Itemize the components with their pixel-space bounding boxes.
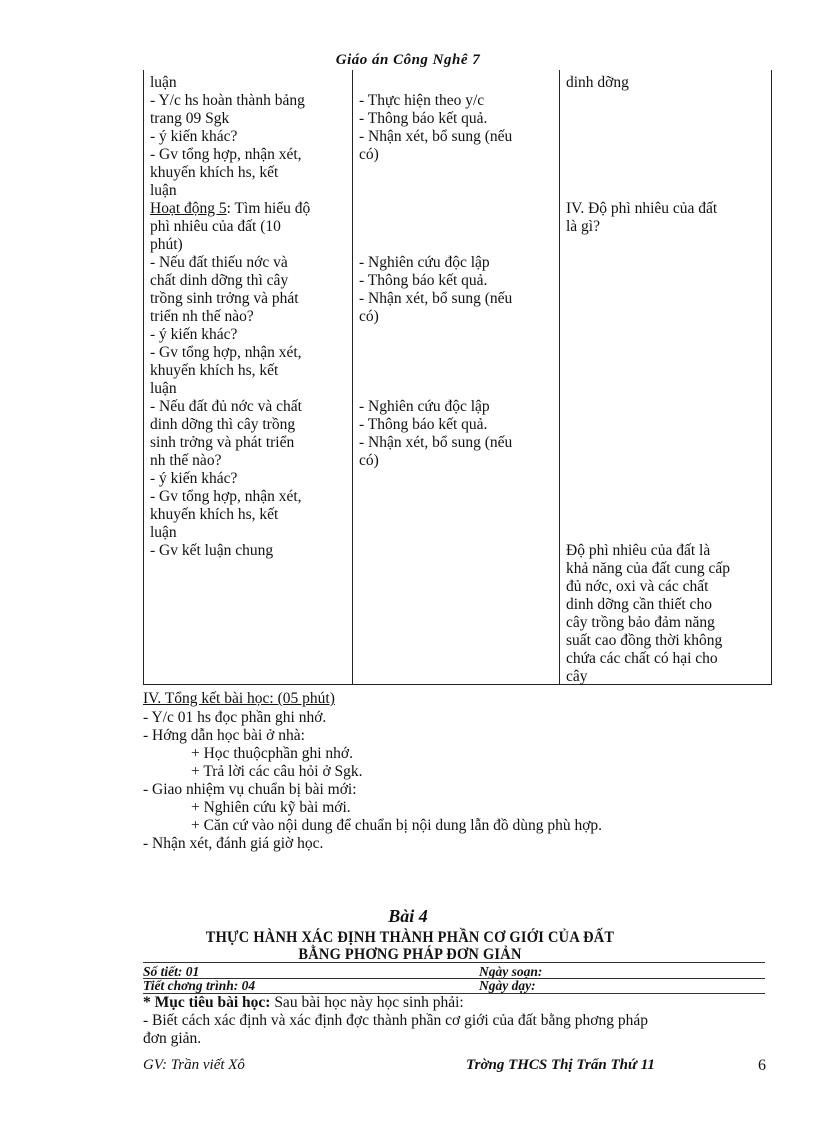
lesson-table	[143, 70, 772, 685]
lesson-title	[1, 929, 816, 963]
student-block-3: - Nghiên cứu độc lập - Thông báo kết quả. - Nhận xét, bổ sung (nếu có)	[359, 398, 513, 469]
content-block-2: IV. Độ phì nhiêu của đất là gì?	[566, 200, 718, 235]
summary-line-4: + Trả lời các câu hỏi ở Sgk.	[191, 763, 363, 780]
table-column-student	[353, 70, 560, 684]
lesson-number: Bài 4	[388, 906, 428, 926]
table-column-content	[560, 70, 771, 684]
teacher-block-4: - Gv kết luận chung	[150, 542, 274, 559]
so-tiet: Số tiết: 01	[143, 964, 200, 979]
page-number: 6	[758, 1057, 766, 1074]
divider-line	[143, 962, 765, 963]
activity-5-description: : Tìm hiểu độ phì nhiêu của đất (10 phút)	[150, 200, 311, 253]
footer-school: Trờng THCS Thị Trấn Thứ 11	[466, 1057, 655, 1073]
summary-line-7: + Căn cứ vào nội dung để chuẩn bị nội dung lẫn đồ dùng phù hợp.	[191, 817, 603, 834]
teacher-block-3: - Nếu đất đủ nớc và chất dinh dỡng thì cây trồng sinh trởng và phát triển nh thế nào? - ý kiến khác? - Gv tổng hợp, nhận xét, khuyến khích hs, kết luận	[150, 398, 302, 541]
lesson-title-line-1: THỰC HÀNH XÁC ĐỊNH THÀNH PHẦN CƠ GIỚI CỦA ĐẤT	[205, 929, 615, 946]
summary-line-3: + Học thuộcphần ghi nhớ.	[191, 745, 354, 762]
tiet-chuong-trinh: Tiết chơng trình: 04	[143, 978, 256, 993]
goal-text: Sau bài học này học sinh phải:	[270, 994, 464, 1011]
goal-line-2: - Biết cách xác định và xác định đợc thành phần cơ giới của đất bằng phơng pháp đơn giản.	[143, 1012, 648, 1047]
page-footer	[0, 1057, 816, 1079]
content-block-1: dinh dỡng	[566, 74, 629, 91]
summary-heading: IV. Tổng kết bài học: (05 phút)	[143, 690, 335, 707]
table-column-teacher	[144, 70, 353, 684]
activity-5-heading	[150, 200, 350, 254]
summary-line-6: + Nghiên cứu kỹ bài mới.	[191, 799, 351, 816]
page-header-title: Giáo án Công Nghê 7	[335, 52, 481, 68]
student-block-2: - Nghiên cứu độc lập - Thông báo kết quả. - Nhận xét, bổ sung (nếu có)	[359, 254, 513, 325]
ngay-day: Ngày dạy:	[479, 978, 536, 993]
teacher-block-1: luận - Y/c hs hoàn thành bảng trang 09 Sgk - ý kiến khác? - Gv tổng hợp, nhận xét, khuyến khích hs, kết luận	[150, 74, 305, 199]
teacher-block-2: - Nếu đất thiếu nớc và chất dinh dỡng thì cây trồng sinh trởng và phát triển nh thế nào? - ý kiến khác? - Gv tổng hợp, nhận xét, khuyến khích hs, kết luận	[150, 254, 302, 397]
content-block-3: Độ phì nhiêu của đất là khả năng của đất cung cấp đủ nớc, oxi và các chất dinh dỡng cần thiết cho cây trồng bảo đảm năng suất cao đồng thời không chứa các chất có hại cho cây	[566, 542, 730, 685]
summary-line-8: - Nhận xét, đánh giá giờ học.	[143, 835, 324, 852]
summary-line-1: - Y/c 01 hs đọc phần ghi nhớ.	[143, 709, 327, 726]
footer-teacher: GV: Trần viết Xô	[143, 1057, 245, 1073]
lesson-goal	[143, 994, 768, 1048]
activity-5-label: Hoạt động 5	[150, 200, 227, 217]
summary-line-2: - Hớng dẫn học bài ở nhà:	[143, 727, 305, 744]
lesson-title-line-2: BẰNG PHƠNG PHÁP ĐƠN GIẢN	[298, 946, 522, 963]
student-block-1: - Thực hiện theo y/c - Thông báo kết quả. - Nhận xét, bổ sung (nếu có)	[359, 92, 513, 163]
ngay-soan: Ngày soạn:	[479, 964, 543, 979]
goal-label: * Mục tiêu bài học:	[143, 994, 271, 1011]
summary-line-5: - Giao nhiệm vụ chuẩn bị bài mới:	[143, 781, 357, 798]
